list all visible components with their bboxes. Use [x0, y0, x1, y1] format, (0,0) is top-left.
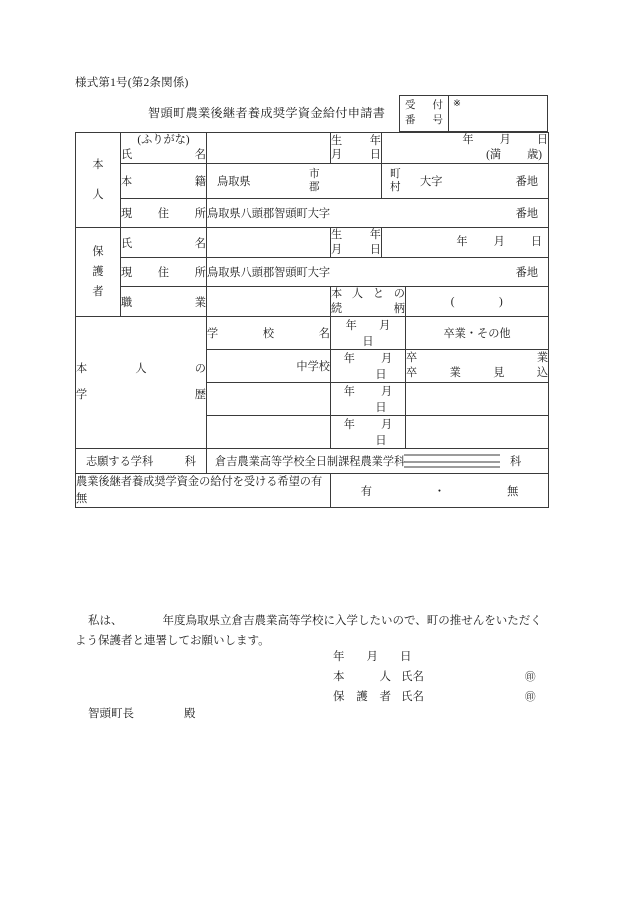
guardian-dob-field[interactable] [382, 228, 549, 258]
dob-year-unit: 年 [462, 134, 474, 146]
dob-year-unit: 年 [456, 236, 468, 249]
applicant-dob-label [331, 133, 382, 164]
guardian-address-label: 現 住 所 [121, 258, 207, 287]
guardian-address-field[interactable] [207, 258, 549, 287]
guardian-name-field[interactable] [207, 228, 331, 258]
addressee-name: 智頭町長 [88, 708, 134, 720]
department-suffix: 科 [510, 456, 522, 469]
receipt-label-char-1: 受 [405, 100, 416, 112]
education-status-field-2[interactable] [406, 383, 549, 416]
guardian-name-label: 氏 名 [121, 228, 207, 258]
dob-day-unit: 日 [536, 134, 549, 146]
relation-paren-open: ( [450, 295, 455, 308]
receipt-number-box [399, 95, 548, 132]
applicant-section-rail [76, 133, 121, 228]
signature-block [333, 648, 536, 708]
addressee-honorific: 殿 [184, 708, 196, 720]
day-unit: 日 [375, 369, 387, 382]
applicant-address-label: 現 住 所 [121, 199, 207, 228]
honseki-oaza-label: 大字 [420, 176, 443, 189]
guardian-signature-row[interactable] [333, 688, 536, 708]
signature-date-row[interactable] [333, 648, 424, 668]
dob-label-line-2: 月 日 [331, 243, 381, 256]
year-unit: 年 [343, 353, 355, 366]
honseki-banchi-label: 番地 [515, 176, 539, 189]
guardian-job-label: 職 業 [121, 287, 207, 317]
guardian-rail-char-1: 保 [92, 246, 104, 259]
education-status-field-3[interactable] [406, 416, 549, 449]
closing-text-part-1: 私は、 [88, 615, 123, 627]
dob-month-unit: 月 [499, 134, 511, 146]
application-table [75, 132, 549, 508]
honseki-gun: 郡 [309, 182, 320, 194]
applicant-signature-row[interactable] [333, 668, 536, 688]
form-number: 様式第1号(第2条関係) [75, 77, 189, 89]
applicant-honseki-field-left[interactable] [207, 164, 382, 199]
honseki-cho-son [390, 168, 401, 194]
dob-day-unit: 日 [530, 236, 543, 249]
relation-paren-close: ) [499, 295, 504, 308]
day-unit: 日 [375, 435, 387, 448]
guardian-relation-field[interactable] [406, 287, 549, 317]
education-column-status: 卒業・その他 [406, 317, 549, 350]
addressee-line [88, 705, 196, 721]
department-label-text: 志願する学科 [86, 456, 154, 469]
applicant-name-field[interactable] [207, 133, 331, 164]
relation-label-line-2: 続 柄 [331, 302, 405, 315]
education-label-line-1: 本 人 の [76, 363, 206, 376]
wish-label: 農業後継者養成奨学資金の給付を受ける希望の有無 [76, 474, 331, 507]
wish-option-yes[interactable]: 有 [360, 485, 372, 498]
wish-separator: ・ [433, 485, 446, 498]
name-label: 氏 名 [121, 149, 206, 162]
applicant-honseki-label: 本 籍 [121, 164, 207, 199]
education-date-field-1[interactable] [331, 350, 406, 383]
department-school-name: 倉吉農業高等学校全日制課程農業学科 [215, 456, 406, 469]
applicant-name-label [121, 133, 207, 164]
education-section-label [76, 317, 207, 449]
education-date-field-3[interactable] [331, 416, 406, 449]
status-line-1: 卒 業 [406, 352, 549, 365]
table-row [76, 228, 549, 258]
wish-option-no[interactable]: 無 [507, 485, 519, 498]
receipt-label-char-2: 付 [432, 100, 443, 112]
furigana-label: (ふりがな) [137, 134, 190, 146]
dob-label-line-2: 月 日 [331, 149, 381, 162]
education-school-field-1[interactable]: 中学校 [207, 350, 331, 383]
guardian-rail-char-2: 護 [92, 266, 104, 279]
table-row [76, 449, 549, 474]
official-use-mark: ※ [453, 99, 461, 109]
month-unit: 月 [381, 386, 393, 399]
dob-month-unit: 月 [493, 236, 505, 249]
signature-year-unit: 年 [333, 651, 345, 663]
applicant-signature-label: 本 人 [333, 671, 391, 683]
guardian-signature-label: 保護者 [333, 691, 391, 703]
year-unit: 年 [343, 419, 355, 432]
guardian-relation-label [331, 287, 406, 317]
department-field[interactable] [207, 449, 549, 474]
honseki-prefecture: 鳥取県 [217, 176, 251, 189]
signature-month-unit: 月 [366, 651, 378, 663]
applicant-address-banchi: 番地 [515, 208, 539, 221]
dob-label-line-1: 生 年 [331, 229, 381, 242]
table-row [76, 199, 549, 228]
guardian-rail-char-3: 者 [92, 286, 104, 299]
receipt-label-char-3: 番 [405, 114, 416, 126]
applicant-address-value: 鳥取県八頭郡智頭町大字 [207, 208, 331, 221]
department-blank-line[interactable] [404, 455, 500, 468]
day-unit: 日 [375, 402, 387, 415]
closing-statement [75, 612, 549, 652]
education-label-line-2: 学 歴 [76, 388, 206, 401]
status-line-2: 卒業見込 [406, 367, 549, 380]
honseki-cho: 町 [390, 168, 401, 180]
education-date-field-2[interactable] [331, 383, 406, 416]
closing-text-part-2: 年度鳥取県立倉吉農業高等学校に入学したいので、町の推せんをいただくよう保護者と連署してお願いします。 [75, 615, 542, 647]
table-row [76, 164, 549, 199]
document-title: 智頭町農業後継者養成奨学資金給付申請書 [148, 106, 386, 120]
month-unit: 月 [381, 419, 393, 432]
applicant-signature-name-label: 氏名 [401, 671, 424, 683]
applicant-rail-char-2: 人 [92, 188, 104, 201]
table-row [76, 258, 549, 287]
honseki-shi-gun [309, 168, 320, 194]
education-column-school: 学 校 名 [207, 317, 331, 350]
year-unit: 年 [343, 386, 355, 399]
education-column-date: 年 月 日 [331, 317, 406, 350]
department-label-suffix: 科 [184, 456, 196, 469]
guardian-seal-icon: ㊞ [525, 692, 536, 703]
applicant-address-field[interactable] [207, 199, 549, 228]
guardian-section-rail [76, 228, 121, 317]
table-row [76, 317, 549, 350]
honseki-son: 村 [390, 182, 401, 194]
receipt-number-field[interactable] [449, 96, 547, 131]
table-row [76, 474, 549, 507]
applicant-seal-icon: ㊞ [525, 672, 536, 683]
education-school-field-2[interactable] [207, 383, 331, 416]
guardian-dob-label [331, 228, 382, 258]
receipt-label-char-4: 号 [432, 114, 443, 126]
signature-day-unit: 日 [400, 651, 412, 663]
department-label [76, 449, 207, 474]
honseki-shi: 市 [309, 168, 320, 180]
guardian-address-banchi: 番地 [515, 267, 539, 280]
relation-label-line-1: 本人との [331, 288, 405, 301]
table-row [76, 287, 549, 317]
applicant-dob-field[interactable] [382, 133, 549, 164]
guardian-address-value: 鳥取県八頭郡智頭町大字 [207, 267, 331, 280]
table-row [76, 133, 549, 164]
dob-label-line-1: 生 年 [331, 134, 381, 147]
guardian-job-field[interactable] [207, 287, 331, 317]
month-unit: 月 [381, 353, 393, 366]
age-suffix: 歳) [527, 149, 543, 162]
receipt-number-label [400, 96, 449, 131]
wish-options[interactable] [331, 474, 549, 507]
education-school-field-3[interactable] [207, 416, 331, 449]
applicant-rail-char-1: 本 [92, 158, 104, 171]
age-prefix: (満 [486, 149, 502, 162]
guardian-signature-name-label: 氏名 [401, 691, 424, 703]
applicant-honseki-field-right[interactable] [382, 164, 549, 199]
education-status-field-1[interactable] [406, 350, 549, 383]
